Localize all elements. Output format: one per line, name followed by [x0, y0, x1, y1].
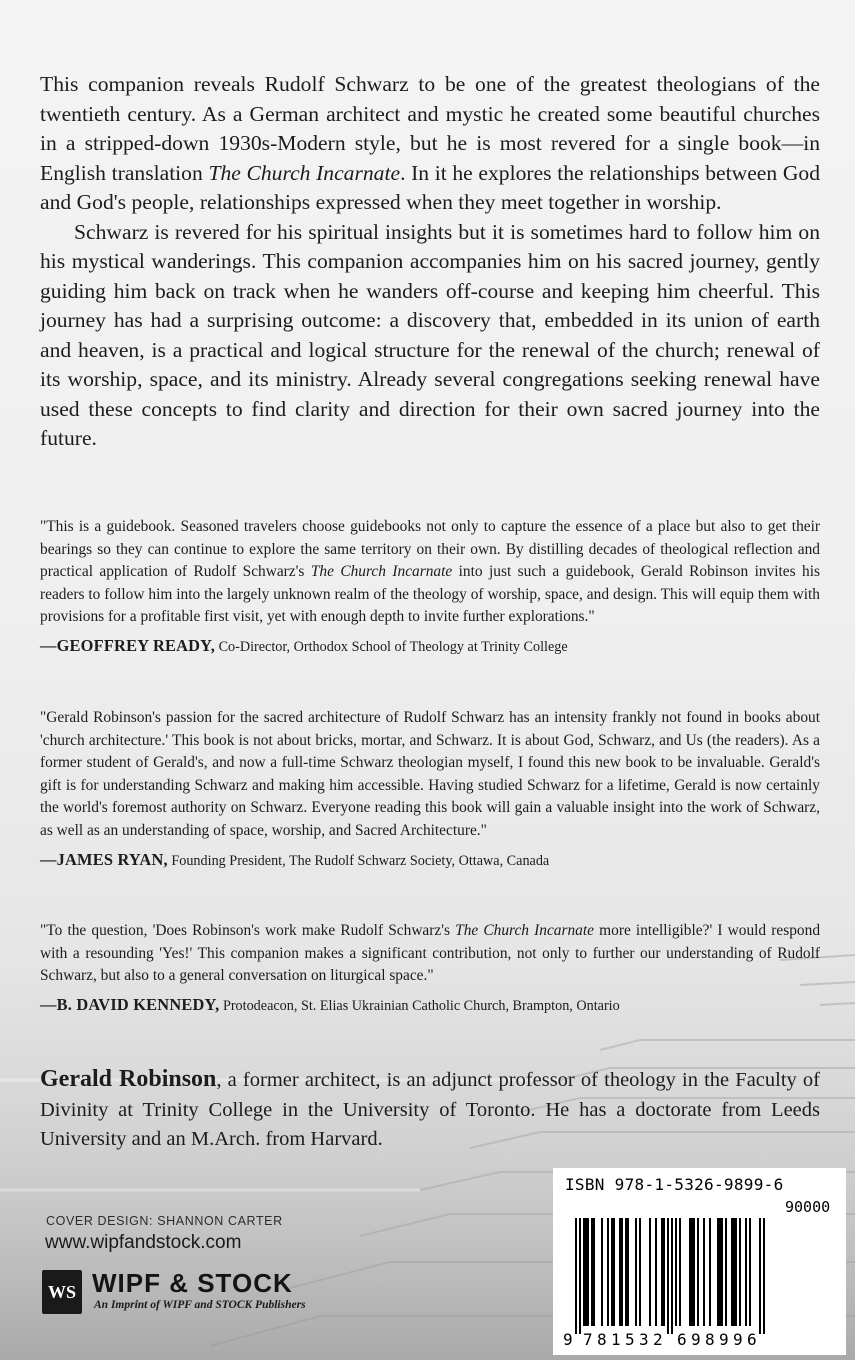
barcode-bar: [613, 1218, 615, 1326]
ean-digit: 3: [639, 1330, 649, 1349]
description-paragraph-1: This companion reveals Rudolf Schwarz to be one of the greatest theologians of the twentieth century. As a German architect and mystic he created some beautiful churches in a stripped-down 1930s-Modern style, but he is most revered for a single book—in English translation The Church Incarnate. In it he explores the relationships between God and God's people, relationships expressed when they meet together in worship.: [40, 72, 821, 214]
ean-digit: 8: [597, 1330, 607, 1349]
barcode-bar: [663, 1218, 665, 1326]
barcode-bar: [627, 1218, 629, 1326]
endorsement-attribution: —JAMES RYAN, Founding President, The Rudolf Schwarz Society, Ottawa, Canada: [40, 849, 550, 869]
barcode-bar: [601, 1218, 603, 1326]
ean-digit: 5: [625, 1330, 635, 1349]
barcode-bar: [611, 1218, 613, 1326]
barcode-bar: [759, 1218, 761, 1334]
barcode-bar: [721, 1218, 723, 1326]
barcode-bar: [689, 1218, 691, 1326]
imprint-line: An Imprint of WIPF and STOCK Publishers: [94, 1299, 306, 1311]
endorsement-attribution: —GEOFFREY READY, Co-Director, Orthodox School of Theology at Trinity College: [40, 635, 568, 655]
author-bio: Gerald Robinson, a former architect, is an adjunct professor of theology in the Faculty of Divinity at Trinity College in the University of Toronto. He has a doctorate from Leeds University and an M.Arch. from Harvard.: [40, 1066, 821, 1150]
book-title: The Church Incarnate: [208, 160, 401, 185]
isbn-number: ISBN 978-1-5326-9899-6: [565, 1175, 784, 1194]
description-paragraph-2: Schwarz is revered for his spiritual insights but it is sometimes hard to follow him on his mystical wanderings. This companion accompanies him on his sacred journey, gently guiding him back on track when he wanders off-course and keeping him cheerful. This journey has had a surprising outcome: a discovery that, embedded in its union of earth and heaven, is a practical and logical structure for the renewal of the church; renewal of its worship, space, and its ministry. Already several congregations seeking renewal have used these concepts to find clarity and direction for their own sacred journey into the future.: [40, 219, 820, 450]
barcode-bar: [591, 1218, 593, 1326]
barcode-bar: [745, 1218, 747, 1326]
ean-digit: 1: [611, 1330, 621, 1349]
barcode-bar: [649, 1218, 651, 1326]
ean-digit: 6: [677, 1330, 687, 1349]
barcode-bar: [579, 1218, 581, 1334]
ean-digit: 9: [691, 1330, 701, 1349]
barcode-bar: [607, 1218, 609, 1326]
barcode-bar: [717, 1218, 719, 1326]
barcode-bar: [735, 1218, 737, 1326]
ean-digit: 8: [705, 1330, 715, 1349]
endorsement-text: "To the question, 'Does Robinson's work make Rudolf Schwarz's The Church Incarnate more intelligible?' I would respond with a resounding 'Yes!' This companion makes a significant contribution, not only to further our understanding of Rudolf Schwarz, but also to a general conversation on liturgical space.": [40, 922, 821, 985]
ean-digit: 9: [719, 1330, 729, 1349]
ean-digit: 9: [563, 1330, 573, 1349]
ean-digit: 7: [583, 1330, 593, 1349]
ean-digit: 9: [733, 1330, 743, 1349]
barcode-bar: [697, 1218, 699, 1326]
barcode-bar: [593, 1218, 595, 1326]
author-name: Gerald Robinson: [40, 1066, 217, 1092]
barcode-bar: [585, 1218, 587, 1326]
barcode-bar: [671, 1218, 673, 1334]
book-description: [40, 70, 820, 454]
barcode-bar: [625, 1218, 627, 1326]
endorsement-kennedy: [40, 920, 820, 1017]
barcode-bar: [725, 1218, 727, 1326]
barcode-bar: [619, 1218, 621, 1326]
barcode-bar: [675, 1218, 677, 1326]
barcode-bar: [733, 1218, 735, 1326]
barcode-bar: [575, 1218, 577, 1334]
publisher-name: WIPF & STOCK: [92, 1268, 293, 1298]
barcode-bar: [749, 1218, 751, 1326]
barcode-bar: [731, 1218, 733, 1326]
ean-digit: 6: [747, 1330, 757, 1349]
barcode-bar: [709, 1218, 711, 1326]
endorsement-ryan: [40, 707, 820, 872]
barcode-bar: [693, 1218, 695, 1326]
isbn-barcode: [553, 1168, 846, 1355]
publisher-logo: [42, 1270, 352, 1316]
barcode-bar: [691, 1218, 693, 1326]
barcode-bar: [763, 1218, 765, 1334]
barcode-bar: [667, 1218, 669, 1334]
barcode-bar: [703, 1218, 705, 1326]
endorsement-ready: [40, 516, 820, 659]
cover-design-credit: COVER DESIGN: SHANNON CARTER: [46, 1214, 283, 1228]
barcode-bar: [739, 1218, 741, 1326]
barcode-bar: [639, 1218, 641, 1326]
barcode-bar: [661, 1218, 663, 1326]
publisher-website[interactable]: www.wipfandstock.com: [45, 1232, 242, 1253]
barcode-bar: [583, 1218, 585, 1326]
price-code: 90000: [785, 1198, 831, 1216]
endorsement-attribution: —B. DAVID KENNEDY, Protodeacon, St. Elias Ukrainian Catholic Church, Brampton, Ontario: [40, 994, 620, 1014]
barcode-bar: [635, 1218, 637, 1326]
endorsement-text: "Gerald Robinson's passion for the sacred architecture of Rudolf Schwarz has an intensity frankly not found in books about 'church architecture.' This book is not about bricks, mortar, and Schwarz. It is about God, Schwarz, and Us (the readers). As a former student of Gerald's, and now a full-time Schwarz theologian myself, I found this new book to be invaluable. Gerald's gift is for understanding Schwarz and making him accessible. Having studied Schwarz for a lifetime, Gerald is now certainly the world's foremost authority on Schwarz. Everyone reading this book will gain a valuable insight into the work of Schwarz, as well as an understanding of space, worship, and Sacred Architecture.": [40, 709, 820, 839]
barcode-bar: [621, 1218, 623, 1326]
barcode-bar: [679, 1218, 681, 1326]
endorsement-text: "This is a guidebook. Seasoned travelers choose guidebooks not only to capture the essence of a place but also to get their bearings so they can continue to explore the same territory on their own. By distilling decades of theological reflection and practical application of Rudolf Schwarz's The Church Incarnate into just such a guidebook, Gerald Robinson invites his readers to follow him into the largely unknown realm of the theology of worship, space, and design. This will equip them with provisions for a profitable first visit, yet with enough depth to invite further explorations.": [40, 518, 821, 626]
ean-digit: 2: [653, 1330, 663, 1349]
ws-logo-icon: WS: [42, 1270, 82, 1314]
barcode-bars: [553, 1168, 846, 1355]
barcode-bar: [719, 1218, 721, 1326]
barcode-bar: [655, 1218, 657, 1326]
barcode-bar: [587, 1218, 589, 1326]
